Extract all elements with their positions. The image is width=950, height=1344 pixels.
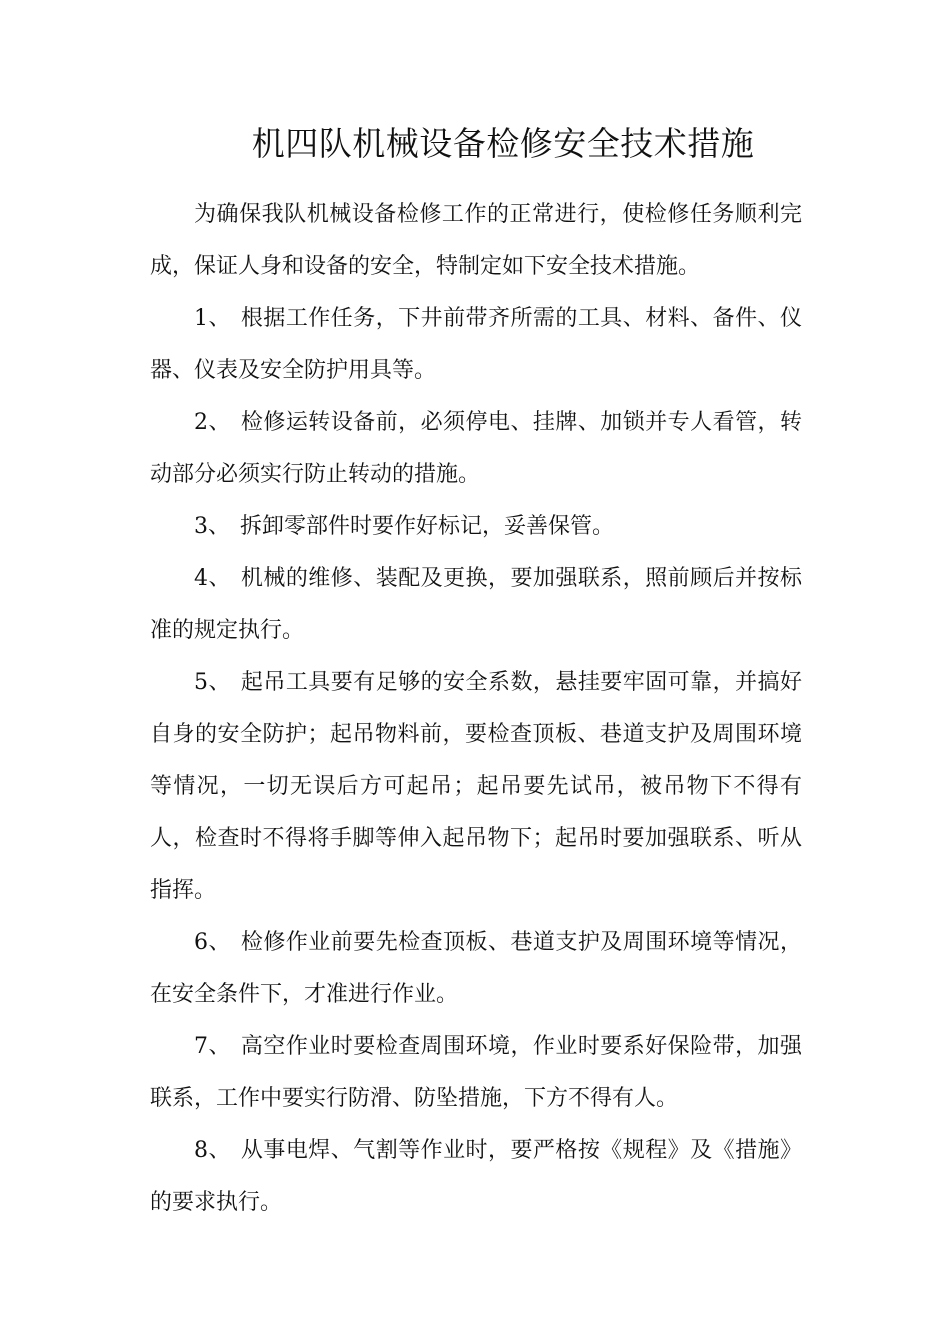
measure-item-5 [150,657,802,917]
measure-item-2 [150,397,802,501]
intro-paragraph: 为确保我队机械设备检修工作的正常进行，使检修任务顺利完成，保证人身和设备的安全，特制定如下安全技术措施。 [150,202,802,279]
item-text: 机械的维修、装配及更换，要加强联系，照前顾后并按标准的规定执行。 [150,566,802,643]
item-text: 高空作业时要检查周围环境，作业时要系好保险带，加强联系，工作中要实行防滑、防坠措施，下方不得有人。 [150,1034,802,1111]
item-number: 1、 [194,306,231,331]
document-body [150,189,802,1229]
item-text: 根据工作任务，下井前带齐所需的工具、材料、备件、仪器、仪表及安全防护用具等。 [150,306,802,383]
item-text: 从事电焊、气割等作业时，要严格按《规程》及《措施》的要求执行。 [150,1138,802,1215]
item-number: 3、 [194,514,230,539]
item-text: 检修运转设备前，必须停电、挂牌、加锁并专人看管，转动部分必须实行防止转动的措施。 [150,410,802,487]
item-number: 8、 [194,1138,231,1163]
measure-item-3 [150,501,802,553]
item-number: 5、 [194,670,231,695]
item-number: 4、 [194,566,231,591]
measure-item-4 [150,553,802,657]
measure-item-7 [150,1021,802,1125]
measure-item-1 [150,293,802,397]
document-title: 机四队机械设备检修安全技术措施 [251,124,755,163]
item-text: 拆卸零部件时要作好标记，妥善保管。 [240,514,615,539]
measure-item-8 [150,1125,802,1229]
item-number: 7、 [194,1034,231,1059]
item-number: 6、 [194,930,231,955]
item-number: 2、 [194,410,231,435]
measure-item-6 [150,917,802,1021]
item-text: 检修作业前要先检查顶板、巷道支护及周围环境等情况，在安全条件下，才准进行作业。 [150,930,802,1007]
item-text: 起吊工具要有足够的安全系数，悬挂要牢固可靠，并搞好自身的安全防护；起吊物料前，要检查顶板、巷道支护及周围环境等情况，一切无误后方可起吊；起吊要先试吊，被吊物下不得有人，检查时不得将手脚等伸入起吊物下；起吊时要加强联系、听从指挥。 [150,670,802,903]
